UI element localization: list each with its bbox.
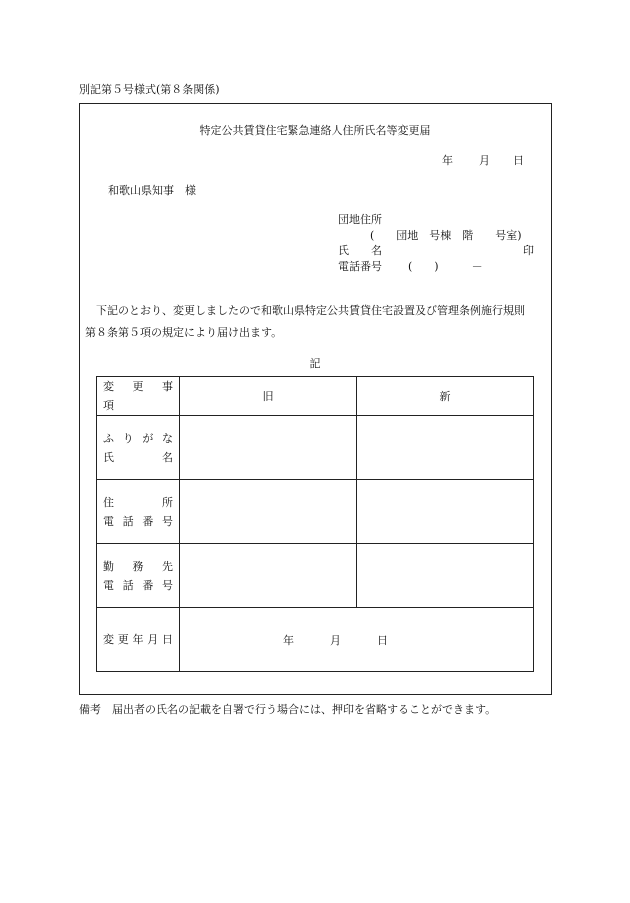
table-row — [97, 480, 534, 544]
row-label-cell — [97, 480, 180, 544]
unit-line: ( 団地 号棟 階 号室) — [370, 229, 522, 242]
record-heading: 記 — [309, 357, 321, 370]
change-date-year: 年 — [283, 634, 294, 647]
table-row — [97, 544, 534, 608]
new-value-cell[interactable] — [357, 416, 534, 480]
seal-mark: 印 — [523, 244, 534, 257]
address-label: 団地住所 — [338, 213, 382, 226]
table-row — [97, 416, 534, 480]
header-item-cell — [97, 377, 184, 416]
date-day: 日 — [513, 154, 524, 167]
change-date-row — [97, 608, 534, 672]
form-number: 別記第５号様式(第８条関係) — [79, 83, 220, 96]
name-label: 氏 名 — [338, 244, 382, 257]
row-label-cell — [97, 544, 180, 608]
row-label-line2: 電 話 番 号 — [103, 578, 173, 592]
new-value-cell[interactable] — [357, 480, 534, 544]
phone-label: 電話番号 — [338, 260, 382, 273]
old-value-cell[interactable] — [180, 480, 357, 544]
row-label-line1: 勤 務 先 — [103, 559, 173, 573]
row-label-line2: 氏 名 — [103, 450, 173, 464]
row-label-line2: 電 話 番 号 — [103, 514, 173, 528]
body-text-line2: 第８条第５項の規定により届け出ます。 — [85, 326, 283, 339]
row-label-line1: ふ り が な — [103, 431, 173, 445]
remarks: 備考 届出者の氏名の記載を自署で行う場合には、押印を省略することができます。 — [79, 703, 497, 716]
header-old: 旧 — [180, 377, 357, 416]
change-date-month: 月 — [330, 634, 341, 647]
addressee: 和歌山県知事 様 — [108, 184, 196, 197]
old-value-cell[interactable] — [180, 416, 357, 480]
change-date-value-cell[interactable] — [180, 608, 534, 672]
form-title: 特定公共賃貸住宅緊急連絡人住所氏名等変更届 — [199, 124, 431, 137]
change-table — [96, 376, 534, 672]
header-item: 変 更 事 項 — [103, 380, 184, 412]
date-month: 月 — [479, 154, 490, 167]
row-label-line1: 住 所 — [103, 495, 173, 509]
phone-format: ( ) － — [408, 260, 483, 273]
date-year: 年 — [442, 154, 453, 167]
new-value-cell[interactable] — [357, 544, 534, 608]
body-text-line1: 下記のとおり、変更しましたので和歌山県特定公共賃貸住宅設置及び管理条例施行規則 — [96, 304, 525, 317]
row-label-cell — [97, 416, 180, 480]
header-new: 新 — [357, 377, 534, 416]
table-header-row — [97, 377, 534, 416]
change-date-label: 変 更 年 月 日 — [103, 633, 173, 646]
old-value-cell[interactable] — [180, 544, 357, 608]
change-date-label-cell — [97, 608, 180, 672]
change-date-day: 日 — [377, 634, 388, 647]
